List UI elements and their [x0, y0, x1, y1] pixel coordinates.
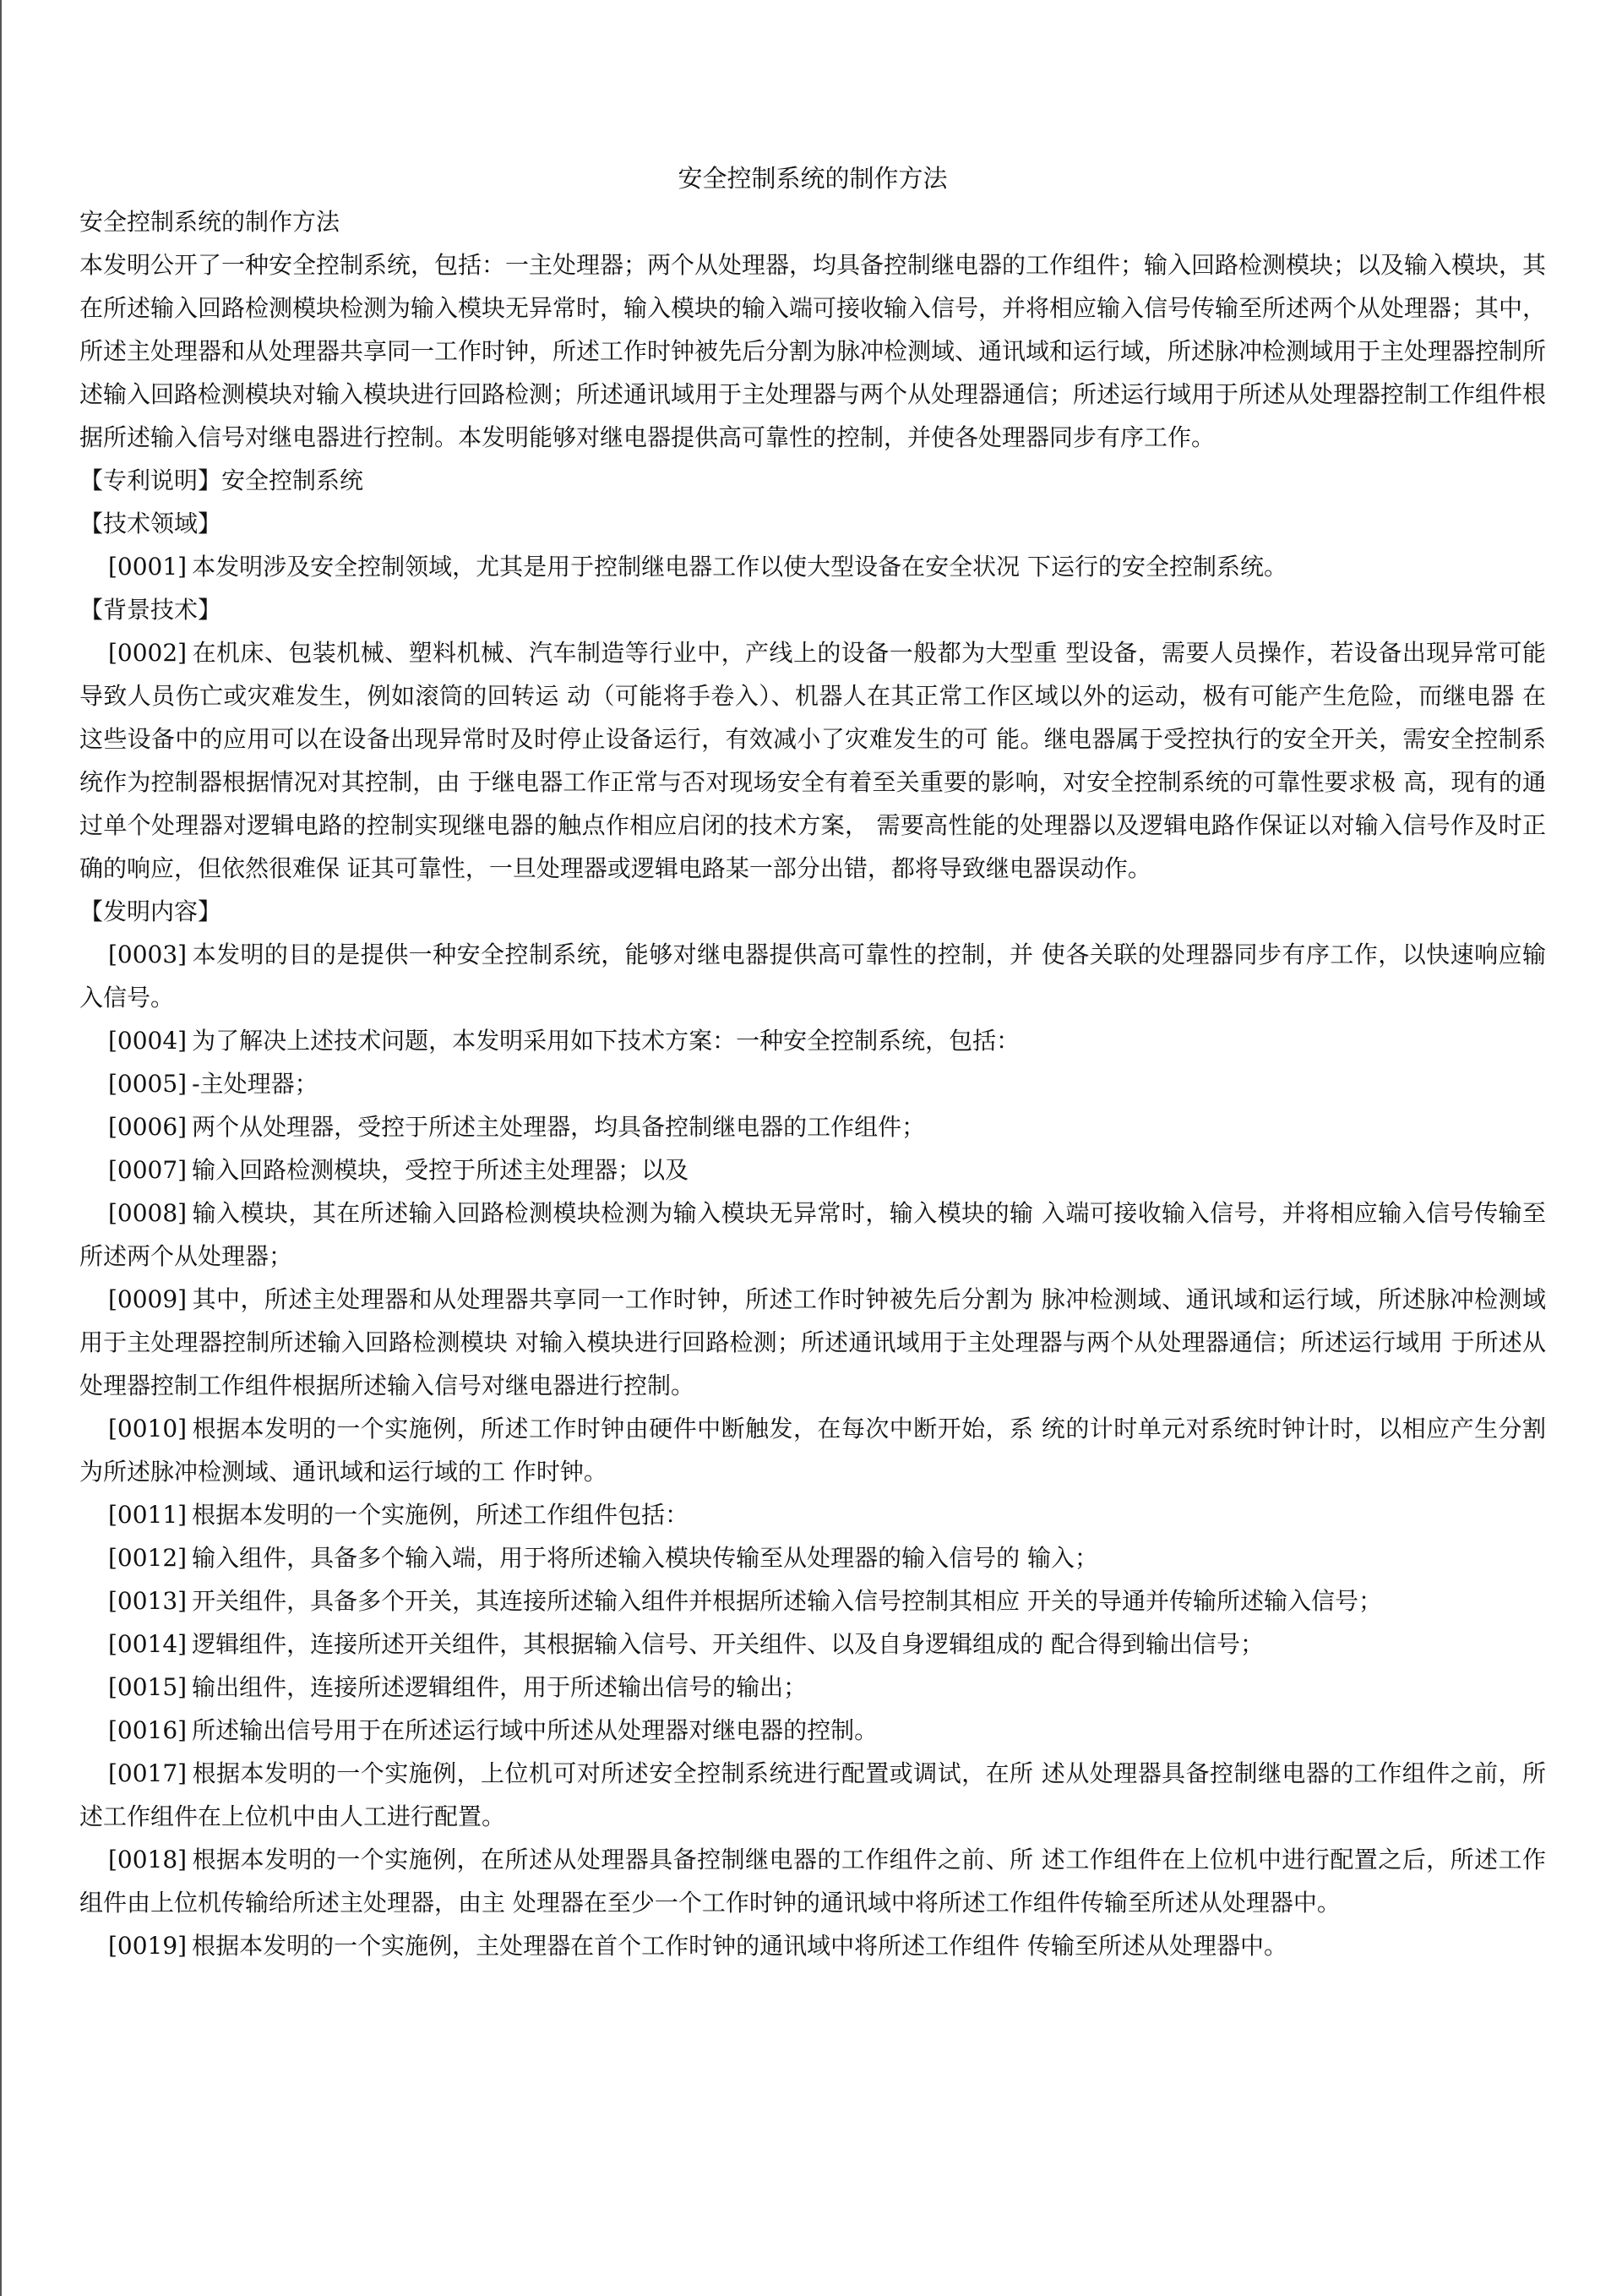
- paragraph: [79, 1838, 1546, 1924]
- abstract-text: 本发明公开了一种安全控制系统，包括：一主处理器；两个从处理器，均具备控制继电器的工作组件；输入回路检测模块；以及输入模块，其在所述输入回路检测模块检测为输入模块无异常时，输入模块的输入端可接收输入信号，并将相应输入信号传输至所述两个从处理器；其中，所述主处理器和从处理器共享同一工作时钟，所述工作时钟被先后分割为脉冲检测域、通讯域和运行域，所述脉冲检测域用于主处理器控制所述输入回路检测模块对输入模块进行回路检测；所述通讯域用于主处理器与两个从处理器通信；所述运行域用于所述从处理器控制工作组件根据所述输入信号对继电器进行控制。本发明能够对继电器提供高可靠性的控制，并使各处理器同步有序工作。: [79, 251, 1547, 451]
- section-heading: 【背景技术】: [79, 596, 222, 624]
- paragraph: [79, 631, 1546, 890]
- paragraph-text: 输入回路检测模块，受控于所述主处理器；以及: [192, 1156, 689, 1184]
- document-title: 安全控制系统的制作方法: [678, 164, 948, 193]
- patent-label: 【专利说明】安全控制系统: [79, 466, 364, 494]
- section-summary: [79, 890, 1546, 1967]
- paragraph-number: [0017]: [108, 1759, 188, 1787]
- paragraph: [79, 1536, 1546, 1579]
- paragraph-number: [0003]: [108, 941, 188, 968]
- paragraph-number: [0009]: [108, 1285, 188, 1313]
- paragraph-text: 为了解决上述技术问题，本发明采用如下技术方案：一种安全控制系统，包括：: [192, 1027, 1021, 1055]
- paragraph-text: 输出组件，连接所述逻辑组件，用于所述输出信号的输出；: [192, 1673, 808, 1701]
- paragraph: [79, 1752, 1546, 1838]
- paragraph: [79, 933, 1546, 1019]
- paragraph: [79, 545, 1546, 588]
- paragraph-number: [0011]: [108, 1501, 188, 1529]
- paragraph: [79, 1666, 1546, 1709]
- section-heading: 【技术领域】: [79, 510, 222, 537]
- paragraph-number: [0019]: [108, 1932, 188, 1960]
- section-technical-field: [79, 502, 1546, 588]
- paragraph-text: 根据本发明的一个实施例，所述工作时钟由硬件中断触发，在每次中断开始，系 统的计时单元对系统时钟计时，以相应产生分割为所述脉冲检测域、通讯域和运行域的工 作时钟。: [79, 1415, 1546, 1486]
- paragraph: [79, 1105, 1546, 1148]
- paragraph-text: 其中，所述主处理器和从处理器共享同一工作时钟，所述工作时钟被先后分割为 脉冲检测域、通讯域和运行域，所述脉冲检测域用于主处理器控制所述输入回路检测模块 对输入模块进行回路检测；所述通讯域用于主处理器与两个从处理器通信；所述运行域用 于所述从处理器控制工作组件根据所述输入信号对继电器进行控制。: [79, 1285, 1546, 1399]
- paragraph-text: -主处理器；: [192, 1070, 318, 1098]
- paragraph-number: [0002]: [108, 639, 188, 667]
- paragraph-text: 根据本发明的一个实施例，在所述从处理器具备控制继电器的工作组件之前、所 述工作组件在上位机中进行配置之后，所述工作组件由上位机传输给所述主处理器，由主 处理器在至少一个工作时钟的通讯域中将所述工作组件传输至所述从处理器中。: [79, 1846, 1546, 1917]
- paragraph: [79, 1062, 1546, 1105]
- paragraph-number: [0015]: [108, 1673, 188, 1701]
- paragraph: [79, 1019, 1546, 1062]
- paragraph: [79, 1192, 1546, 1278]
- paragraph-text: 本发明涉及安全控制领域，尤其是用于控制继电器工作以使大型设备在安全状况 下运行的安全控制系统。: [192, 553, 1288, 581]
- paragraph-number: [0014]: [108, 1630, 188, 1658]
- paragraph-number: [0012]: [108, 1544, 188, 1572]
- paragraph-number: [0018]: [108, 1846, 188, 1873]
- paragraph: [79, 1924, 1546, 1967]
- paragraph: [79, 1709, 1546, 1752]
- paragraph-number: [0010]: [108, 1415, 188, 1442]
- document-body: [79, 157, 1546, 1967]
- paragraph-text: 所述输出信号用于在所述运行域中所述从处理器对继电器的控制。: [192, 1716, 879, 1744]
- paragraph-number: [0006]: [108, 1113, 188, 1141]
- paragraph-text: 开关组件，具备多个开关，其连接所述输入组件并根据所述输入信号控制其相应 开关的导通并传输所述输入信号；: [192, 1587, 1383, 1615]
- paragraph-text: 本发明的目的是提供一种安全控制系统，能够对继电器提供高可靠性的控制，并 使各关联的处理器同步有序工作，以快速响应输入信号。: [79, 941, 1546, 1012]
- document-subtitle: 安全控制系统的制作方法: [79, 208, 340, 236]
- paragraph-text: 输入模块，其在所述输入回路检测模块检测为输入模块无异常时，输入模块的输 入端可接收输入信号，并将相应输入信号传输至所述两个从处理器；: [79, 1199, 1546, 1270]
- paragraph: [79, 1493, 1546, 1536]
- paragraph-text: 在机床、包装机械、塑料机械、汽车制造等行业中，产线上的设备一般都为大型重 型设备，需要人员操作，若设备出现异常可能导致人员伤亡或灾难发生，例如滚筒的回转运 动（可能将手卷入）、机器人在其正常工作区域以外的运动，极有可能产生危险，而继电器 在这些设备中的应用可以在设备出现异常时及时停止设备运行，有效减小了灾难发生的可 能。继电器属于受控执行的安全开关，需安全控制系统作为控制器根据情况对其控制，由 于继电器工作正常与否对现场安全有着至关重要的影响，对安全控制系统的可靠性要求极 高，现有的通过单个处理器对逻辑电路的控制实现继电器的触点作相应启闭的技术方案， 需要高性能的处理器以及逻辑电路作保证以对输入信号作及时正确的响应，但依然很难保 证其可靠性，一旦处理器或逻辑电路某一部分出错，都将导致继电器误动作。: [79, 639, 1546, 882]
- paragraph-number: [0008]: [108, 1199, 188, 1227]
- paragraph-number: [0004]: [108, 1027, 188, 1055]
- paragraph-text: 两个从处理器，受控于所述主处理器，均具备控制继电器的工作组件；: [192, 1113, 926, 1141]
- paragraph-text: 输入组件，具备多个输入端，用于将所述输入模块传输至从处理器的输入信号的 输入；: [192, 1544, 1099, 1572]
- paragraph: [79, 1148, 1546, 1192]
- paragraph-number: [0001]: [108, 553, 188, 581]
- paragraph: [79, 1622, 1546, 1666]
- paragraph-number: [0013]: [108, 1587, 188, 1615]
- paragraph: [79, 1278, 1546, 1407]
- paragraph-number: [0005]: [108, 1070, 188, 1098]
- paragraph-text: 根据本发明的一个实施例，所述工作组件包括：: [192, 1501, 689, 1529]
- section-heading: 【发明内容】: [79, 897, 222, 925]
- paragraph-number: [0016]: [108, 1716, 188, 1744]
- paragraph-text: 逻辑组件，连接所述开关组件，其根据输入信号、开关组件、以及自身逻辑组成的 配合得到输出信号；: [192, 1630, 1265, 1658]
- paragraph: [79, 1407, 1546, 1493]
- paragraph-text: 根据本发明的一个实施例，上位机可对所述安全控制系统进行配置或调试，在所 述从处理器具备控制继电器的工作组件之前，所述工作组件在上位机中由人工进行配置。: [79, 1759, 1546, 1830]
- section-background: [79, 588, 1546, 890]
- paragraph-number: [0007]: [108, 1156, 188, 1184]
- paragraph: [79, 1579, 1546, 1622]
- paragraph-text: 根据本发明的一个实施例，主处理器在首个工作时钟的通讯域中将所述工作组件 传输至所述从处理器中。: [192, 1932, 1288, 1960]
